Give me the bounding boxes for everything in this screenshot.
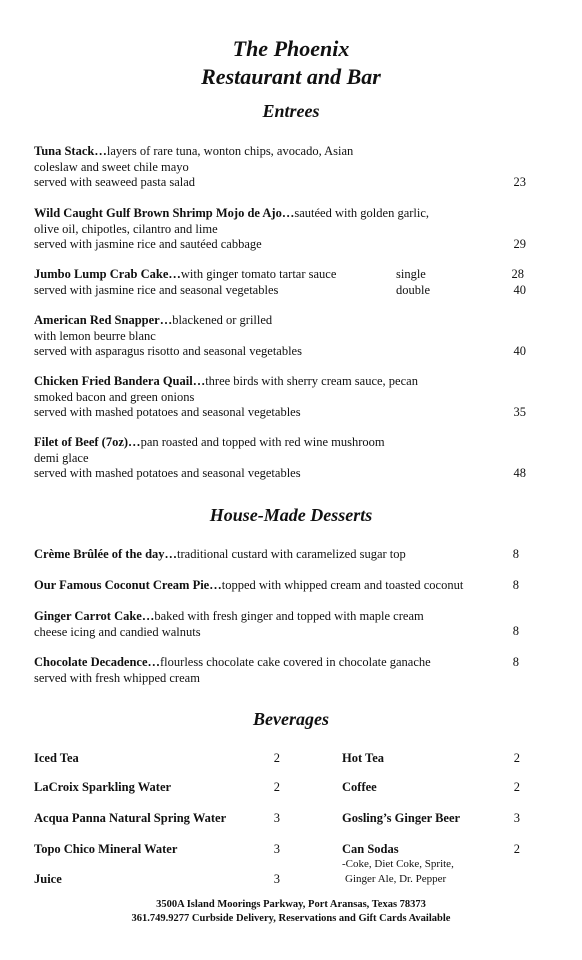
soda-options: Ginger Ale, Dr. Pepper — [345, 873, 447, 885]
beverage-name: Iced Tea — [34, 751, 79, 765]
item-desc: cheese icing and candied walnuts — [34, 624, 201, 639]
item-desc: smoked bacon and green onions — [34, 389, 195, 404]
item-desc: served with mashed potatoes and seasonal vegetables — [34, 405, 301, 419]
item-name: Chocolate Decadence… — [34, 655, 161, 669]
item-name: American Red Snapper… — [34, 313, 173, 327]
item-desc: coleslaw and sweet chile mayo — [34, 159, 189, 174]
item-name: Jumbo Lump Crab Cake… — [34, 267, 181, 281]
entree-item — [34, 267, 394, 298]
beverage-name: Hot Tea — [342, 751, 385, 765]
item-desc: topped with whipped cream and toasted coconut — [221, 578, 464, 592]
beverage-price: 2 — [513, 780, 520, 794]
item-price: 35 — [513, 405, 526, 419]
entree-item — [34, 435, 534, 482]
beverage-name: Can Sodas — [342, 842, 399, 856]
beverage-name: Topo Chico Mineral Water — [34, 842, 178, 856]
item-price: 23 — [513, 175, 526, 189]
item-desc: with lemon beurre blanc — [34, 328, 156, 343]
beverage-price: 3 — [273, 842, 280, 856]
item-desc: pan roasted and topped with red wine mushroom — [140, 435, 385, 449]
soda-options: -Coke, Diet Coke, Sprite, — [342, 858, 454, 870]
restaurant-name: The Phoenix — [232, 36, 350, 61]
beverage-price: 3 — [513, 811, 520, 825]
beverage-price: 3 — [273, 872, 280, 886]
beverage-price: 2 — [273, 751, 280, 765]
item-name: Filet of Beef (7oz)… — [34, 435, 141, 449]
footer-contact: 361.749.9277 Curbside Delivery, Reservations and Gift Cards Available — [131, 913, 451, 924]
restaurant-subtitle: Restaurant and Bar — [201, 64, 381, 89]
item-name: Our Famous Coconut Cream Pie… — [34, 578, 222, 592]
item-desc: served with jasmine rice and sautéed cabbage — [34, 237, 262, 251]
entree-item — [34, 206, 534, 253]
dessert-item — [34, 578, 496, 594]
beverage-name: Coffee — [342, 780, 377, 794]
footer-address: 3500A Island Moorings Parkway, Port Aransas, Texas 78373 — [156, 899, 426, 910]
item-name: Crème Brûlée of the day… — [34, 547, 178, 561]
item-desc: served with mashed potatoes and seasonal vegetables — [34, 466, 301, 480]
desserts-heading: House-Made Desserts — [209, 505, 373, 525]
item-desc: with ginger tomato tartar sauce — [180, 267, 337, 281]
beverage-name: LaCroix Sparkling Water — [34, 780, 172, 794]
dessert-item — [34, 547, 534, 563]
beverages-heading: Beverages — [253, 709, 329, 729]
variant-double: double — [396, 283, 431, 297]
item-price: 8 — [512, 578, 519, 592]
dessert-item — [34, 609, 534, 640]
item-price: 40 — [513, 344, 526, 358]
item-desc: olive oil, chipotles, cilantro and lime — [34, 221, 218, 236]
beverage-price: 3 — [273, 811, 280, 825]
beverage-name: Acqua Panna Natural Spring Water — [34, 811, 227, 825]
item-desc: flourless chocolate cake covered in chocolate ganache — [160, 655, 431, 669]
item-name: Tuna Stack… — [34, 144, 107, 158]
variant-single: single — [396, 267, 426, 281]
item-desc: served with asparagus risotto and seasonal vegetables — [34, 344, 302, 358]
item-desc: three birds with sherry cream sauce, pecan — [205, 374, 418, 388]
item-name: Ginger Carrot Cake… — [34, 609, 155, 623]
item-name: Wild Caught Gulf Brown Shrimp Mojo de Ajo… — [34, 206, 295, 220]
item-desc: sautéed with golden garlic, — [294, 206, 430, 220]
item-name: Chicken Fried Bandera Quail… — [34, 374, 206, 388]
item-desc: blackened or grilled — [172, 313, 273, 327]
beverage-name: Gosling’s Ginger Beer — [342, 811, 461, 825]
item-desc: demi glace — [34, 450, 89, 465]
dessert-item — [34, 655, 534, 686]
entrees-heading: Entrees — [262, 101, 320, 121]
item-price: 48 — [513, 466, 526, 480]
item-price-double: 40 — [513, 283, 526, 297]
item-desc: traditional custard with caramelized sugar top — [177, 547, 406, 561]
item-desc: served with jasmine rice and seasonal vegetables — [34, 282, 279, 297]
item-desc: served with seaweed pasta salad — [34, 175, 196, 189]
item-price: 8 — [512, 547, 519, 561]
entree-item — [34, 144, 534, 191]
beverage-price: 2 — [273, 780, 280, 794]
item-price: 8 — [512, 624, 519, 638]
item-price: 8 — [512, 655, 519, 669]
entree-item — [34, 374, 534, 421]
item-price: 29 — [513, 237, 526, 251]
item-desc: layers of rare tuna, wonton chips, avocado, Asian — [106, 144, 354, 158]
item-price-single: 28 — [511, 267, 524, 281]
entree-item — [34, 313, 534, 360]
beverage-price: 2 — [513, 842, 520, 856]
beverage-name: Juice — [34, 872, 62, 886]
beverage-price: 2 — [513, 751, 520, 765]
item-desc: served with fresh whipped cream — [34, 670, 200, 685]
item-desc: baked with fresh ginger and topped with maple cream — [154, 609, 424, 623]
